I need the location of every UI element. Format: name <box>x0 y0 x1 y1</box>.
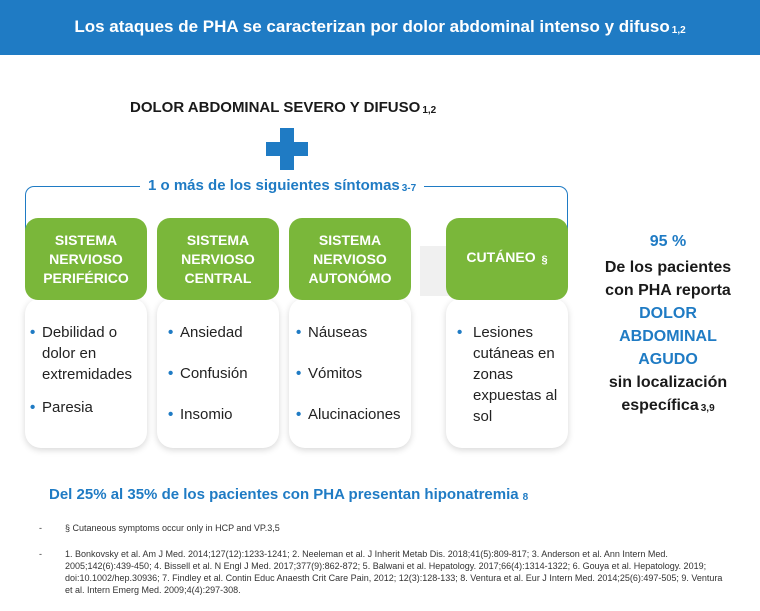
stat-highlight: DOLOR <box>639 305 697 322</box>
bullet-icon: • <box>296 406 302 423</box>
bullet-icon: • <box>296 324 302 341</box>
category-title-text: CUTÁNEO <box>466 249 536 265</box>
list-item-text: Debilidad o dolor en extremidades <box>42 324 133 383</box>
footnote-text: 1. Bonkovsky et al. Am J Med. 2014;127(12):1233-1241; 2. Neeleman et al. J Inherit Metab Dis. 2018;41(5):809-817; 3. Anderson et al. Ann Intern Med. 2005;142(6):439-450; 4. Bissell et al. N Engl J Med. 2017;377(9):862-872; 5. Balwani et al. Hepatology. 2017;66(4):1314-1322; 6. Gouya et al. Hepatology. 2019; doi:10.1002/hep.30936; 7. Findley et al. Contin Educ Anaesth Crit Care Pain, 2012; 12(3):128-133; 8. Ventura et al. Eur J Intern Med. 2014;25(6):497-505; 9. Ventura et al. Intern Emerg Med. 2009;4(4):297-308. <box>65 549 723 595</box>
list-item-text: Alucinaciones <box>308 406 401 423</box>
page-title <box>0 17 760 37</box>
category-items-cutaneous <box>457 322 562 427</box>
footnote-text: § Cutaneous symptoms occur only in HCP and VP.3,5 <box>65 523 280 533</box>
plus-icon <box>266 128 308 170</box>
stat-line-text: específica <box>621 397 699 414</box>
stat-line <box>593 394 743 420</box>
category-header-cutaneous <box>446 218 568 300</box>
footnote <box>39 522 739 536</box>
stat-line: sin localización <box>608 374 728 391</box>
stat-percent: 95 % <box>649 233 687 250</box>
bullet-icon: • <box>457 324 463 341</box>
footnote <box>39 548 739 604</box>
category-title-line <box>466 248 547 270</box>
main-symptom <box>130 99 436 116</box>
stat-text <box>593 256 743 420</box>
list-item-text: Confusión <box>180 365 248 382</box>
list-item-text: Lesiones cutáneas en zonas expuestas al sol <box>473 324 558 425</box>
category-title-line: SISTEMA <box>186 231 250 248</box>
stat-highlight: ABDOMINAL <box>619 328 717 345</box>
category-title-line: NERVIOSO <box>181 250 255 267</box>
symptoms-intro <box>140 177 424 194</box>
category-title-line: AUTONÓMO <box>308 269 392 286</box>
category-header-autonomic <box>289 218 411 300</box>
plus-icon-vertical <box>280 128 294 170</box>
list-item-text: Náuseas <box>308 324 368 341</box>
list-item <box>168 404 278 425</box>
list-item <box>296 363 411 384</box>
page-title-text: Los ataques de PHA se caracterizan por dolor abdominal intenso y difuso <box>74 17 670 36</box>
footnote-dash: - <box>39 549 42 559</box>
bullet-icon: • <box>168 365 174 382</box>
list-item <box>457 322 562 427</box>
footnote-dash: - <box>39 523 42 533</box>
bullet-icon: • <box>168 406 174 423</box>
stat-line: con PHA reporta <box>605 282 731 299</box>
hyponatremia-text: Del 25% al 35% de los pacientes con PHA presentan hiponatremia <box>49 486 519 503</box>
category-title-line: NERVIOSO <box>49 250 123 267</box>
hyponatremia-statement <box>49 486 528 503</box>
list-item <box>30 322 144 385</box>
list-item-text: Paresia <box>42 399 93 416</box>
list-item <box>168 363 278 384</box>
category-title-line: PERIFÉRICO <box>43 269 129 286</box>
symptoms-intro-ref: 3-7 <box>401 183 417 194</box>
category-title-line: NERVIOSO <box>313 250 387 267</box>
list-item <box>296 404 411 425</box>
list-item-text: Insomio <box>180 406 233 423</box>
stat-ref: 3,9 <box>700 403 715 414</box>
list-item <box>168 322 278 343</box>
list-item <box>30 397 144 418</box>
bullet-icon: • <box>168 324 174 341</box>
symptoms-intro-text: 1 o más de los siguientes síntomas <box>148 177 400 194</box>
list-item-text: Vómitos <box>308 365 363 382</box>
category-title-ref: § <box>541 254 548 266</box>
bullet-icon: • <box>30 399 36 416</box>
list-item <box>296 322 411 343</box>
list-item-text: Ansiedad <box>180 324 243 341</box>
category-items-peripheral <box>30 322 144 418</box>
main-symptom-ref: 1,2 <box>422 105 437 116</box>
hyponatremia-ref: 8 <box>522 492 529 503</box>
stat-line: De los pacientes <box>604 259 732 276</box>
category-title-line: CENTRAL <box>184 269 252 286</box>
category-items-autonomic <box>296 322 411 425</box>
bullet-icon: • <box>30 324 36 341</box>
category-header-central <box>157 218 279 300</box>
stat-highlight: AGUDO <box>638 351 698 368</box>
main-symptom-text: DOLOR ABDOMINAL SEVERO Y DIFUSO <box>130 99 421 116</box>
bullet-icon: • <box>296 365 302 382</box>
category-title-line: SISTEMA <box>54 231 118 248</box>
category-title-line: SISTEMA <box>318 231 382 248</box>
category-items-central <box>168 322 278 425</box>
category-header-peripheral <box>25 218 147 300</box>
page-title-ref: 1,2 <box>671 25 686 36</box>
